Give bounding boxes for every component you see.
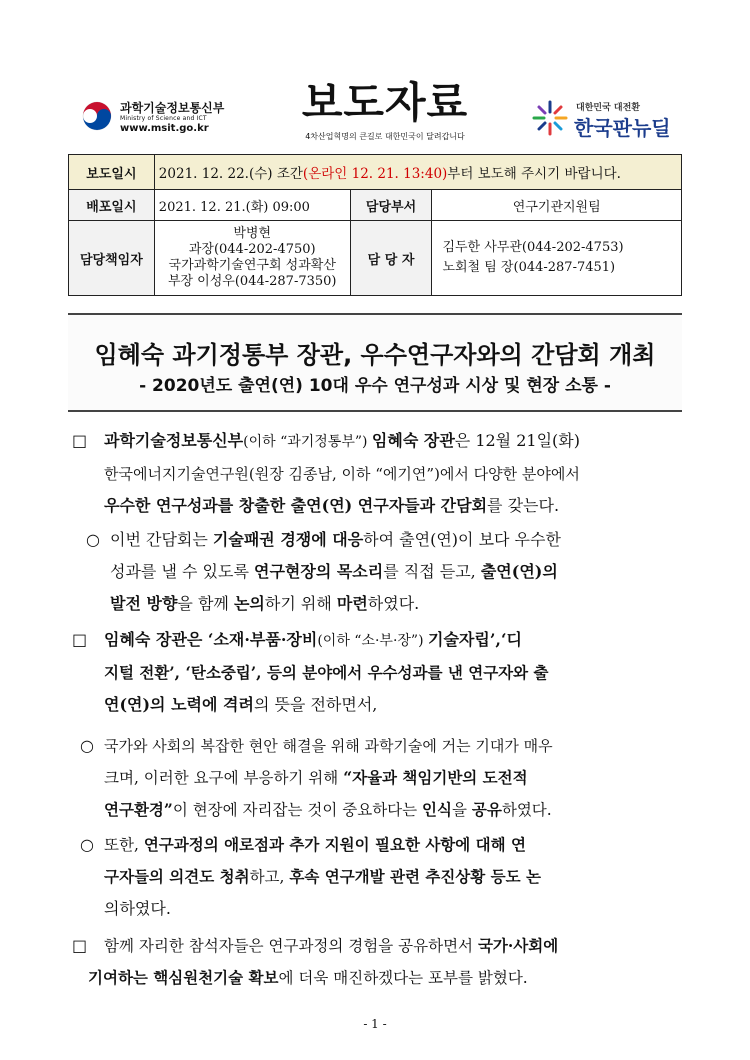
contact-row	[69, 221, 682, 296]
distribute-label: 배포일시	[69, 190, 155, 221]
paragraph-line: 구자들의 의견도 청취하고, 후속 연구개발 관련 추진상황 등도 논	[104, 867, 541, 886]
page-number: - 1 -	[363, 1017, 387, 1031]
manager-value	[154, 221, 350, 296]
paragraph-5	[80, 829, 695, 925]
release-value	[154, 155, 681, 190]
distribute-row	[69, 190, 682, 221]
ministry-english-name: Ministry of Science and ICT	[120, 115, 207, 122]
staff-line: 김두한 사무관(044-202-4753)	[442, 240, 624, 255]
square-bullet-icon: □	[72, 431, 88, 450]
press-info-table	[68, 154, 682, 296]
paragraph-3	[72, 624, 692, 721]
paragraph-6	[72, 930, 692, 994]
newdeal-title: 한국판뉴딜	[574, 116, 671, 140]
circle-bullet-icon: ○	[86, 530, 100, 549]
paragraph-1	[72, 425, 692, 522]
paragraph-line: 크며, 이러한 요구에 부응하기 위해 “자율과 책임기반의 도전적	[104, 768, 528, 787]
headline-subtitle: - 2020년도 출연(연) 10대 우수 연구성과 시상 및 현장 소통 -	[139, 376, 611, 396]
manager-line: 국가과학기술연구회 성과확산	[168, 258, 336, 273]
ministry-logo-block	[82, 97, 282, 141]
headline-title: 임혜숙 과기정통부 장관, 우수연구자와의 간담회 개최	[94, 341, 656, 369]
paragraph-line: 과학기술정보통신부(이하 “과기정통부”) 임혜숙 장관은 12월 21일(화)	[104, 431, 580, 450]
paragraph-line: 국가와 사회의 복잡한 현안 해결을 위해 과학기술에 거는 기대가 매우	[104, 737, 553, 755]
staff-label: 담 당 자	[350, 221, 432, 296]
manager-line: 부장 이성우(044-287-7350)	[167, 274, 337, 289]
paragraph-line: 한국에너지기술연구원(원장 김종남, 이하 “에기연”)에서 다양한 분야에서	[104, 465, 580, 483]
release-online-time: (온라인 12. 21. 13:40)	[302, 166, 448, 182]
paragraph-line: 의하였다.	[104, 899, 171, 918]
square-bullet-icon: □	[72, 630, 88, 649]
paragraph-2	[86, 524, 696, 620]
paragraph-line: 함께 자리한 참석자들은 연구과정의 경험을 공유하면서 국가·사회에	[104, 936, 559, 955]
release-label: 보도일시	[69, 155, 155, 190]
newdeal-burst-icon	[530, 98, 570, 138]
paragraph-line: 우수한 연구성과를 창출한 출연(연) 연구자들과 간담회를 갖는다.	[104, 496, 560, 515]
distribute-date: 2021. 12. 21.(화) 09:00	[154, 190, 350, 221]
manager-line: 과장(044-202-4750)	[188, 242, 316, 257]
ministry-url: www.msit.go.kr	[120, 123, 209, 134]
paragraph-line: 기여하는 핵심원천기술 확보에 더욱 매진하겠다는 포부를 밝혔다.	[88, 968, 528, 987]
release-date: 2021. 12. 22.(수) 조간	[158, 166, 303, 182]
manager-label: 담당책임자	[69, 221, 155, 296]
paragraph-line: 또한, 연구과정의 애로점과 추가 지원이 필요한 사항에 대해 연	[104, 835, 526, 854]
paragraph-line: 이번 간담회는 기술패권 경쟁에 대응하여 출연(연)이 보다 우수한	[110, 530, 561, 549]
release-suffix: 부터 보도해 주시기 바랍니다.	[447, 166, 621, 182]
dept-label: 담당부서	[350, 190, 432, 221]
taegeuk-emblem-icon	[82, 101, 112, 131]
circle-bullet-icon: ○	[80, 835, 94, 854]
paragraph-line: 연구환경”이 현장에 자리잡는 것이 중요하다는 인식을 공유하였다.	[104, 800, 552, 819]
circle-bullet-icon: ○	[80, 736, 94, 755]
newdeal-logo-block	[530, 96, 690, 140]
paragraph-4	[80, 730, 695, 826]
manager-line: 박병현	[233, 226, 272, 241]
staff-line: 노회철 팀 장(044-287-7451)	[442, 260, 616, 275]
paragraph-line: 지털 전환’, ‘탄소중립’, 등의 분야에서 우수성과를 낸 연구자와 출	[104, 663, 549, 682]
page-header	[0, 0, 750, 150]
headline-box	[68, 313, 682, 412]
paragraph-line: 연(연)의 노력에 격려의 뜻을 전하면서,	[104, 695, 378, 714]
newdeal-subtitle: 대한민국 대전환	[576, 103, 640, 113]
paragraph-line: 발전 방향을 함께 논의하기 위해 마련하였다.	[110, 594, 420, 613]
dept-value: 연구기관지원팀	[432, 190, 682, 221]
doc-type-title: 보도자료	[301, 78, 469, 127]
header-slogan: 4차산업혁명의 큰길로 대한민국이 달려갑니다	[305, 132, 465, 141]
square-bullet-icon: □	[72, 936, 88, 955]
paragraph-line: 성과를 낼 수 있도록 연구현장의 목소리를 직접 듣고, 출연(연)의	[110, 562, 558, 581]
paragraph-line: 임혜숙 장관은 ‘소재·부품·장비(이하 “소·부·장”) 기술자립’,‘디	[104, 630, 522, 649]
ministry-name: 과학기술정보통신부	[120, 101, 225, 115]
staff-value	[432, 221, 682, 296]
release-row	[69, 155, 682, 190]
